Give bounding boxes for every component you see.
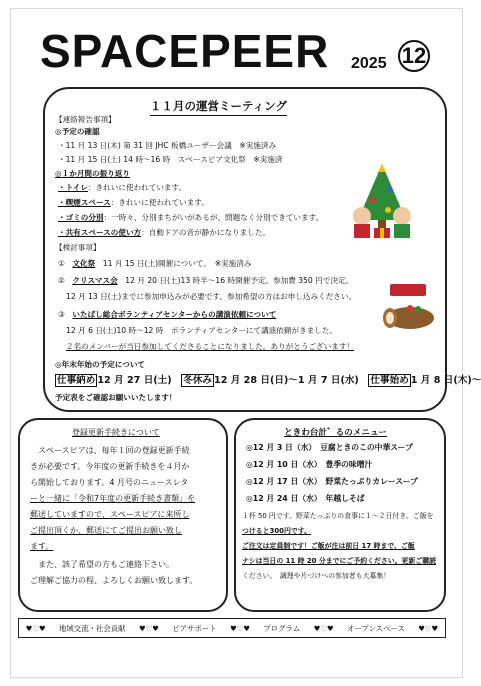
footer-item: ピアサポート: [172, 623, 217, 633]
menu-note: つけると300円です。: [242, 527, 311, 535]
registration-line: 郵送していますので、スペースピアに来所し: [30, 510, 190, 519]
registration-line: また、該了希望の方もご連絡下さい。: [30, 560, 174, 569]
heart-icon: ♥♡♥: [418, 623, 439, 633]
registration-title: 登録更新手続きについて: [72, 428, 160, 437]
discussion-item-detail: 12 月 13 日(土)までに参加申込みが必要です。参加希望の方はお申し込みください。: [66, 292, 357, 301]
menu-item: ◎12 月 10 日（水） 豊季の味噌汁: [246, 460, 373, 469]
review-title: ◎１か月間の振り返り: [55, 169, 130, 178]
menu-item: ◎12 月 3 日（水） 豆腐ときのこの中華スープ: [246, 443, 413, 452]
christmas-cake-illustration: [380, 282, 436, 332]
footer-bar: [18, 618, 446, 638]
heart-icon: ♥♡♥: [230, 623, 250, 633]
footer-item: 地域交流・社会貢献: [59, 623, 126, 633]
registration-line: ご理解ご協力の程、よろしくお願い致します。: [30, 576, 198, 585]
registration-line: ご提出頂くか、郵送にてご提出お願い致し: [30, 526, 182, 535]
registration-line: ーと一緒に「令和7年度の更新手続き書類」を: [30, 494, 196, 503]
report-label: 【連絡報告事項】: [55, 115, 116, 124]
menu-item: ◎12 月 17 日（水） 野菜たっぷりカレースープ: [246, 477, 418, 486]
footer-item: オープンスペース: [347, 623, 405, 633]
review-line: ・ゴミの分別：一時々、分別まちがいがあるが、問題なく分別できています。: [58, 213, 324, 222]
review-line: ・喫煙スペース：きれいに使われています。: [58, 198, 209, 207]
schedule-line: ・11 月 15 日(土) 14 時～16 時 スペースピア文化祭 ※実施済: [58, 155, 283, 164]
discussion-label: 【検討事項】: [55, 243, 101, 252]
newsletter-title: SPACEPEER: [40, 25, 330, 77]
menu-note: ご注文は定員制です！ご飯が注は前日 17 時まで、ご飯: [242, 542, 415, 550]
christmas-tree-illustration: [348, 160, 416, 240]
registration-line: ら開始しております。4 月号のニュースレタ: [30, 478, 189, 487]
discussion-item-detail: 12 月 6 日(土)10 時～12 時 ボランティアセンターにて講演依頼がきました。: [66, 326, 338, 335]
menu-title: ときわ台計゛るのメニュー: [284, 428, 388, 438]
menu-note: １杯 50 円です。野菜たっぷりの食事に１～２日付き。ご飯を: [242, 512, 434, 520]
schedule-line: ・11 月 13 日(木) 第 31 回 JHC 板橋ユーザー会議 ※実施済み: [58, 141, 277, 150]
yearend-schedule: 仕事納め 12 月 27 日(土) 冬休み 12 月 28 日(日)～1 月 7 日(水) 仕事始め 1 月 8 日(木)～: [57, 375, 481, 386]
discussion-item: ② クリスマス会 12 月 20 日(土)13 時半～16 時開催予定。参加費 350 円で決定。: [58, 276, 354, 285]
registration-line: ます。: [30, 542, 54, 551]
registration-line: スペースピアは、毎年１回の登録更新手続: [30, 446, 190, 455]
newsletter-year: 2025: [351, 55, 387, 72]
heart-icon: ♥♡♥: [313, 623, 334, 633]
discussion-item-detail: ２名のメンバーが当日参加してくださることになりました。ありがとうございます！: [66, 342, 355, 351]
yearend-title: ◎年末年始の予定について: [55, 360, 146, 369]
heart-icon: ♥♡♥: [25, 623, 46, 633]
review-line: ・共有スペースの使い方：自動ドアの音が静かになりました。: [58, 228, 271, 237]
menu-item: ◎12 月 24 日（水） 年越しそば: [246, 494, 365, 503]
schedule-title: ◎予定の確認: [55, 127, 100, 136]
yearend-note: 予定表をご確認お願いいたします！: [55, 393, 177, 402]
menu-note: ください。 調理や片づけへの参加者も大募集！: [242, 572, 391, 580]
discussion-item: ① 文化祭 11 月 15 日(土)開催について、 ※実施済み: [58, 259, 252, 268]
review-line: ・トイレ：きれいに使われています。: [58, 183, 187, 192]
menu-note: ナシは当日の 11 時 20 分までにご予約ください。更新ご購読: [242, 557, 437, 565]
discussion-item: ③ いたばし総合ボランティアセンターからの講演依頼について: [58, 310, 277, 319]
meeting-heading: １１月の運営ミーティング: [150, 98, 287, 116]
registration-line: きが必要です。今年度の更新手続きを４月か: [30, 462, 190, 471]
issue-number: 12: [398, 40, 430, 72]
heart-icon: ♥♡♥: [138, 623, 159, 633]
footer-item: プログラム: [263, 623, 301, 633]
